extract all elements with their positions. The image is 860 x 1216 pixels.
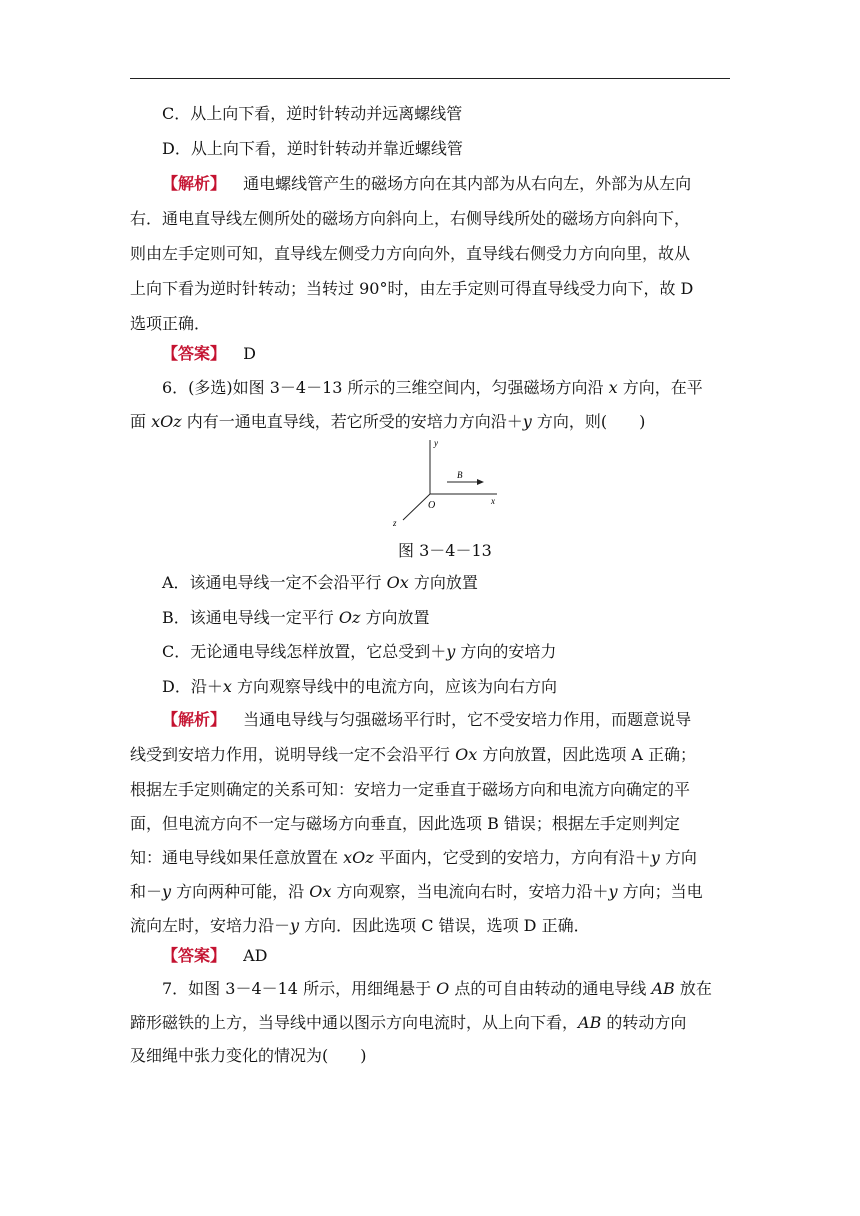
q7-line-2 xyxy=(130,1013,686,1035)
q7-text: 7．如图 3－4－14 所示，用细绳悬于 xyxy=(162,979,437,998)
analysis-2-line-1 xyxy=(162,710,691,732)
analysis-2-line-2 xyxy=(130,745,696,767)
analysis-tag: 【解析】 xyxy=(162,174,227,193)
analysis-text: 方向．因此选项 C 错误，选项 D 正确． xyxy=(299,916,590,935)
answer-value: D xyxy=(243,344,256,363)
b-arrow-head xyxy=(477,479,484,485)
analysis-text: 方向放置，因此选项 A 正确； xyxy=(477,745,697,764)
analysis-2-line-5 xyxy=(130,848,697,870)
q6-var: x xyxy=(608,378,618,397)
option-text: C．无论通电导线怎样放置，它总受到＋ xyxy=(162,642,447,661)
option-text: A．该通电导线一定不会沿平行 xyxy=(162,573,387,592)
q7-var: AB xyxy=(651,979,675,998)
q6-line-2 xyxy=(130,412,645,434)
analysis-text: 流向左时，安培力沿－ xyxy=(130,916,291,935)
option-text: D．沿＋ xyxy=(162,677,223,696)
answer-tag: 【答案】 xyxy=(162,946,227,965)
q6-text: 方向，则( ) xyxy=(531,412,646,431)
z-axis xyxy=(403,494,430,520)
q6-var: y xyxy=(522,412,532,431)
analysis-var: y xyxy=(608,882,618,901)
answer-tag: 【答案】 xyxy=(162,344,227,363)
option-text: 方向放置 xyxy=(360,608,430,627)
figure-caption: 图 3－4－13 xyxy=(398,541,492,560)
q6-line-1 xyxy=(162,378,703,400)
analysis-var: Ox xyxy=(309,882,332,901)
z-label: z xyxy=(393,518,397,528)
origin-label: O xyxy=(428,500,436,511)
q7-text: 放在 xyxy=(674,979,712,998)
q6-text: 方向，在平 xyxy=(617,378,703,397)
option-var: x xyxy=(222,677,232,696)
analysis-text: 当通电导线与匀强磁场平行时，它不受安培力作用，而题意说导 xyxy=(243,710,692,729)
q6-option-d xyxy=(162,677,557,699)
q7-text: 点的可自由转动的通电导线 xyxy=(449,979,652,998)
analysis-1-line-3: 则由左手定则可知，直导线左侧受力方向向外，直导线右侧受力方向向里，故从 xyxy=(130,244,691,263)
option-text: 方向观察导线中的电流方向，应该为向右方向 xyxy=(231,677,557,696)
x-label: x xyxy=(491,496,495,506)
q7-var: O xyxy=(436,979,450,998)
q7-line-3: 及细绳中张力变化的情况为( ) xyxy=(130,1046,367,1065)
analysis-text: 方向观察，当电流向右时，安培力沿＋ xyxy=(331,882,609,901)
analysis-1-line-1 xyxy=(162,174,691,196)
q7-text: 蹄形磁铁的上方，当导线中通以图示方向电流时，从上向下看， xyxy=(130,1013,579,1032)
option-var: Ox xyxy=(386,573,409,592)
analysis-1-line-2: 右．通电直导线左侧所处的磁场方向斜向上，右侧导线所处的磁场方向斜向下， xyxy=(130,209,691,228)
answer-1 xyxy=(162,344,256,366)
analysis-text: 和－ xyxy=(130,882,163,901)
q6-option-a xyxy=(162,573,478,595)
analysis-var: y xyxy=(290,916,300,935)
option-c-prev: C．从上向下看，逆时针转动并远离螺线管 xyxy=(162,104,463,123)
q6-text: 6．(多选)如图 3－4－13 所示的三维空间内，匀强磁场方向沿 xyxy=(162,378,609,397)
analysis-2-line-3: 根据左手定则确定的关系可知：安培力一定垂直于磁场方向和电流方向确定的平 xyxy=(130,780,691,799)
q7-text: 的转动方向 xyxy=(601,1013,687,1032)
analysis-text: 平面内，它受到的安培力，方向有沿＋ xyxy=(373,848,651,867)
y-label: y xyxy=(434,438,438,448)
analysis-tag: 【解析】 xyxy=(162,710,227,729)
analysis-2-line-4: 面，但电流方向不一定与磁场方向垂直，因此选项 B 错误；根据左手定则判定 xyxy=(130,814,680,833)
analysis-text: 方向；当电 xyxy=(617,882,703,901)
answer-value: AD xyxy=(243,946,268,965)
analysis-var: Ox xyxy=(455,745,478,764)
analysis-var: xOz xyxy=(343,848,374,867)
analysis-1-line-5: 选项正确． xyxy=(130,314,211,333)
q6-option-b xyxy=(162,608,430,630)
analysis-2-line-7 xyxy=(130,916,590,938)
option-text: 方向的安培力 xyxy=(455,642,557,661)
analysis-text: 知：通电导线如果任意放置在 xyxy=(130,848,344,867)
analysis-text: 方向 xyxy=(659,848,697,867)
analysis-var: y xyxy=(162,882,172,901)
q6-option-c xyxy=(162,642,556,664)
analysis-text: 线受到安培力作用，说明导线一定不会沿平行 xyxy=(130,745,456,764)
option-text: B．该通电导线一定平行 xyxy=(162,608,339,627)
q6-text: 面 xyxy=(130,412,152,431)
q7-line-1 xyxy=(162,979,712,1001)
analysis-var: y xyxy=(650,848,660,867)
q7-var: AB xyxy=(578,1013,602,1032)
analysis-2-line-6 xyxy=(130,882,703,904)
header-rule xyxy=(130,78,730,79)
option-var: Oz xyxy=(338,608,361,627)
q6-text: 内有一通电直导线，若它所受的安培力方向沿＋ xyxy=(181,412,523,431)
analysis-text: 方向两种可能，沿 xyxy=(171,882,310,901)
figure-3-4-13 xyxy=(385,436,505,532)
option-d-prev: D．从上向下看，逆时针转动并靠近螺线管 xyxy=(162,139,463,158)
analysis-text: 通电螺线管产生的磁场方向在其内部为从右向左，外部为从左向 xyxy=(243,174,692,193)
option-var: y xyxy=(446,642,456,661)
q6-var: xOz xyxy=(151,412,182,431)
analysis-1-line-4: 上向下看为逆时针转动；当转过 90°时，由左手定则可得直导线受力向下，故 D xyxy=(130,279,694,298)
option-text: 方向放置 xyxy=(408,573,478,592)
b-label: B xyxy=(457,470,463,480)
answer-2 xyxy=(162,946,268,968)
